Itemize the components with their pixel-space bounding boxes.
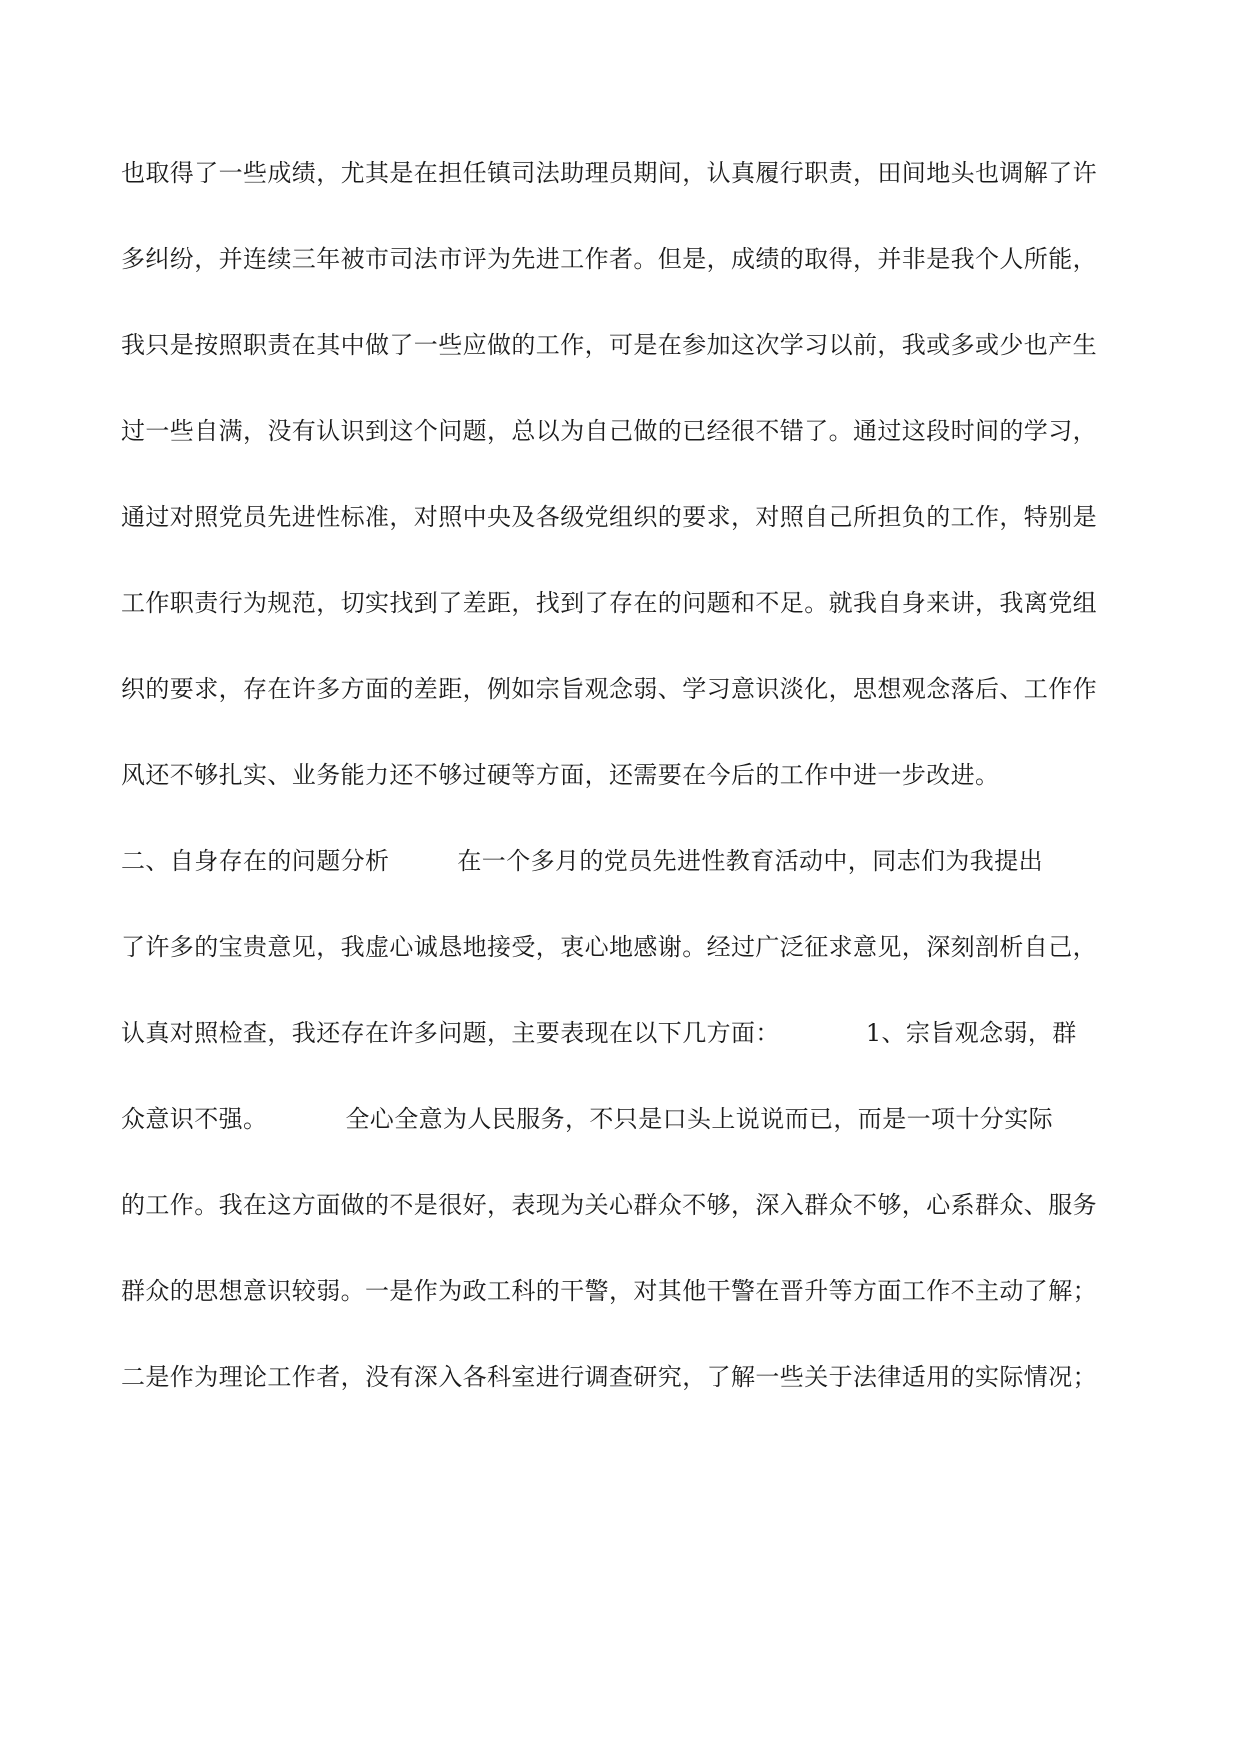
text-line: 风还不够扎实、业务能力还不够过硬等方面，还需要在今后的工作中进一步改进。	[121, 761, 1000, 789]
text-line: 的工作。我在这方面做的不是很好，表现为关心群众不够，深入群众不够，心系群众、服务	[121, 1191, 1097, 1219]
text-line: 我只是按照职责在其中做了一些应做的工作，可是在参加这次学习以前，我或多或少也产生	[121, 331, 1097, 359]
section-heading: 二、自身存在的问题分析	[121, 847, 390, 875]
text-line: 工作职责行为规范，切实找到了差距，找到了存在的问题和不足。就我自身来讲，我离党组	[121, 589, 1097, 617]
text-line: 群众的思想意识较弱。一是作为政工科的干警，对其他干警在晋升等方面工作不主动了解；	[121, 1277, 1097, 1305]
section-heading-line	[121, 841, 1131, 881]
text-span: 认真对照检查，我还存在许多问题，主要表现在以下几方面：	[121, 1019, 780, 1047]
text-line: 二是作为理论工作者，没有深入各科室进行调查研究，了解一些关于法律适用的实际情况；	[121, 1363, 1097, 1391]
text-line	[121, 1013, 1131, 1053]
subheading-span: 1、宗旨观念弱，群	[865, 1019, 1077, 1047]
text-line: 了许多的宝贵意见，我虚心诚恳地接受，衷心地感谢。经过广泛征求意见，深刻剖析自己，	[121, 933, 1097, 961]
text-line	[121, 1099, 1131, 1139]
text-line: 通过对照党员先进性标准，对照中央及各级党组织的要求，对照自己所担负的工作，特别是	[121, 503, 1097, 531]
text-line: 多纠纷，并连续三年被市司法市评为先进工作者。但是，成绩的取得，并非是我个人所能，	[121, 245, 1097, 273]
text-line: 织的要求，存在许多方面的差距，例如宗旨观念弱、学习意识淡化，思想观念落后、工作作	[121, 675, 1097, 703]
text-span: 在一个多月的党员先进性教育活动中，同志们为我提出	[457, 847, 1044, 875]
text-line: 也取得了一些成绩，尤其是在担任镇司法助理员期间，认真履行职责，田间地头也调解了许	[121, 159, 1097, 187]
text-line: 过一些自满，没有认识到这个问题，总以为自己做的已经很不错了。通过这段时间的学习，	[121, 417, 1097, 445]
subheading-span: 众意识不强。	[121, 1105, 268, 1133]
text-span: 全心全意为人民服务，不只是口头上说说而已，而是一项十分实际	[345, 1105, 1054, 1133]
